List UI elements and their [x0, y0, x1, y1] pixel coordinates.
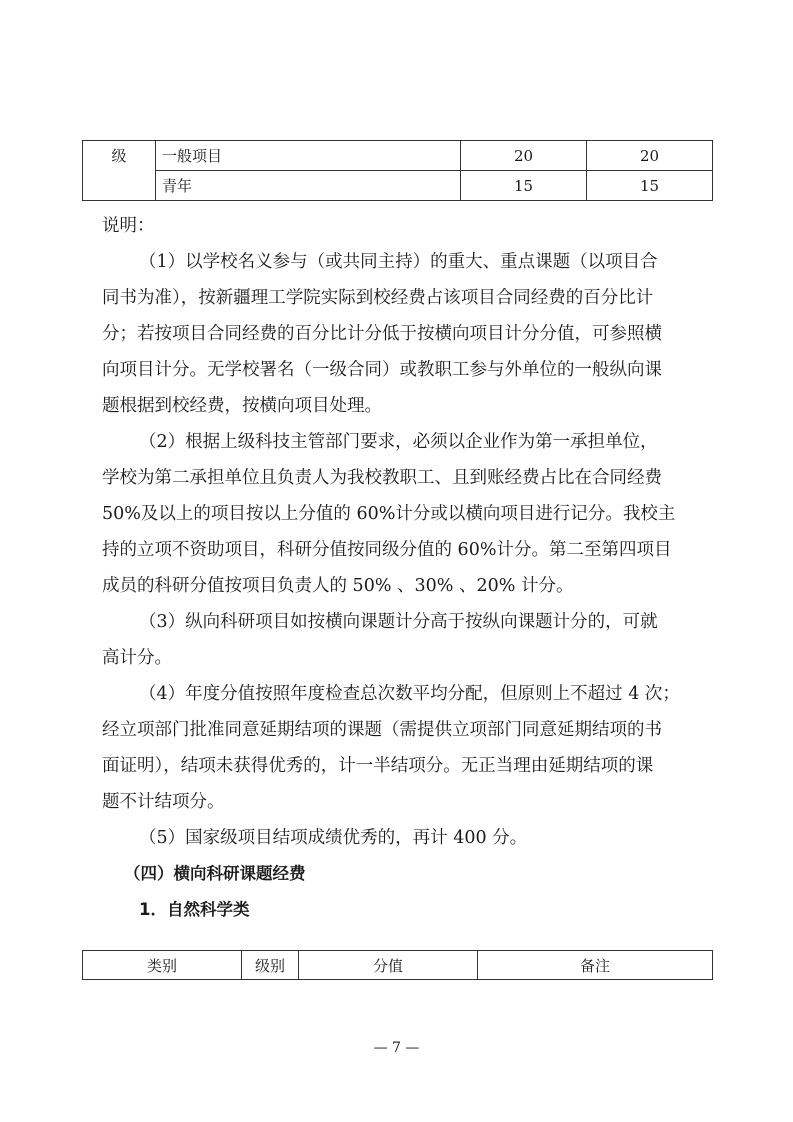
score-cell: 20 [461, 141, 587, 171]
section-heading: （四）横向科研课题经费 [124, 864, 306, 883]
page-number: — 7 — [373, 1040, 420, 1056]
notes-lines [102, 244, 692, 856]
paragraph-line: 经立项部门批准同意延期结项的课题（需提供立项部门同意延期结项的书 [102, 720, 662, 740]
score-cell: 20 [587, 141, 713, 171]
paragraph-line: 高计分。 [102, 648, 172, 668]
paragraph-line: （1）以学校名义参与（或共同主持）的重大、重点课题（以项目合 [139, 252, 658, 272]
score-table-continued [82, 140, 713, 201]
paragraph-line: （5）国家级项目结项成绩优秀的，再计 400 分。 [139, 828, 528, 848]
score-cell: 15 [587, 171, 713, 201]
header-category: 类别 [83, 951, 242, 980]
notes-label: 说明： [102, 216, 155, 236]
paragraph-line: 题根据到校经费，按横向项目处理。 [102, 396, 382, 416]
table-row [83, 141, 713, 171]
table-header-row [83, 951, 713, 980]
header-score: 分值 [299, 951, 478, 980]
subsection-heading: 1．自然科学类 [139, 900, 250, 919]
paragraph-line: （3）纵向科研项目如按横向课题计分高于按纵向课题计分的，可就 [139, 612, 658, 632]
paragraph-line: 学校为第二承担单位且负责人为我校教职工、且到账经费占比在合同经费 [102, 468, 662, 488]
paragraph-line: 同书为准），按新疆理工学院实际到校经费占该项目合同经费的百分比计 [102, 288, 654, 308]
paragraph-line: 分；若按项目合同经费的百分比计分低于按横向项目计分分值，可参照横 [102, 324, 662, 344]
paragraph-line: （4）年度分值按照年度检查总次数平均分配，但原则上不超过 4 次； [139, 684, 680, 704]
paragraph-line: 50%及以上的项目按以上分值的 60%计分或以横向项目进行记分。我校主 [102, 504, 676, 524]
paragraph-line: （2）根据上级科技主管部门要求，必须以企业作为第一承担单位， [139, 432, 658, 452]
item-name-cell: 青年 [156, 171, 461, 201]
header-level: 级别 [242, 951, 299, 980]
table-row [83, 171, 713, 201]
natural-science-table [82, 950, 713, 980]
paragraph-line: 向项目计分。无学校署名（一级合同）或教职工参与外单位的一般纵向课 [102, 360, 662, 380]
score-cell: 15 [461, 171, 587, 201]
paragraph-line: 成员的科研分值按项目负责人的 50% 、30% 、20% 计分。 [102, 576, 574, 596]
paragraph-line: 题不计结项分。 [102, 792, 225, 812]
header-remarks: 备注 [478, 951, 713, 980]
paragraph-line: 面证明），结项未获得优秀的，计一半结项分。无正当理由延期结项的课 [102, 756, 654, 776]
item-name-cell: 一般项目 [156, 141, 461, 171]
paragraph-line: 持的立项不资助项目，科研分值按同级分值的 60%计分。第二至第四项目 [102, 540, 672, 560]
notes-block [102, 208, 692, 928]
level-cell: 级 [83, 141, 156, 201]
